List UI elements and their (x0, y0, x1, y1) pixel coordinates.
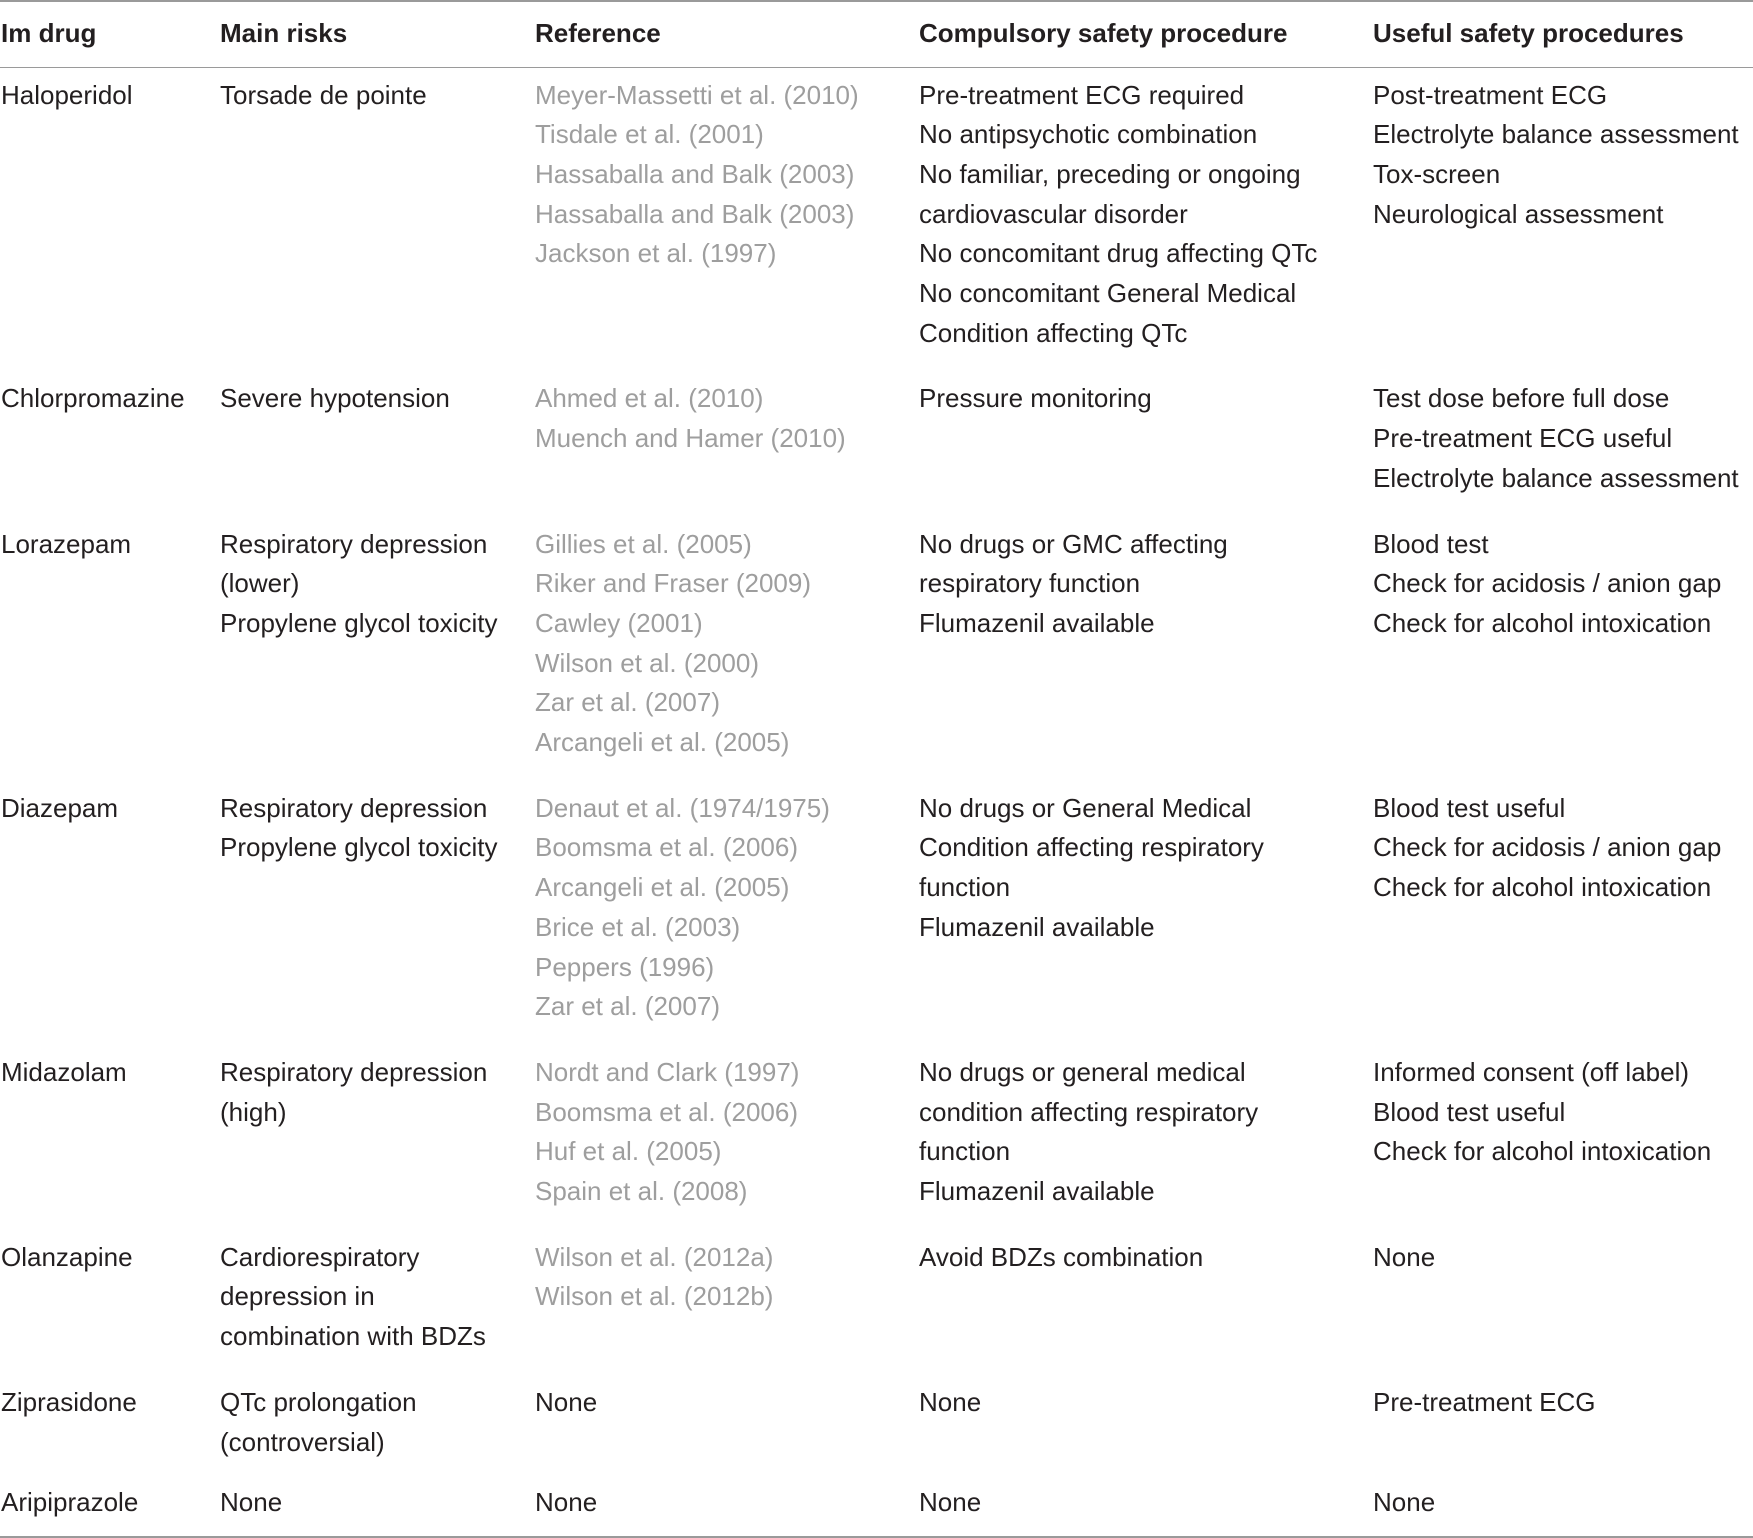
compulsory-line: None (919, 1386, 982, 1417)
compulsory-cell (917, 1225, 1371, 1370)
compulsory-line: Condition affecting respiratory (919, 832, 1264, 863)
reference-line: Arcangeli et al. (2005) (535, 727, 790, 758)
reference-line: Meyer-Massetti et al. (2010) (535, 79, 859, 110)
risks-line: (high) (220, 1096, 287, 1127)
reference-line: Riker and Fraser (2009) (535, 568, 811, 599)
table-row (0, 1225, 1753, 1370)
useful-cell (1371, 1475, 1753, 1537)
risks-cell (218, 1225, 533, 1370)
reference-line: Boomsma et al. (2006) (535, 1096, 799, 1127)
compulsory-line: No concomitant General Medical (919, 278, 1297, 309)
table-body (0, 67, 1753, 1537)
risks-line: Cardiorespiratory (220, 1241, 420, 1272)
drug-cell (0, 512, 218, 776)
reference-line: Huf et al. (2005) (535, 1136, 722, 1167)
table-row (0, 1040, 1753, 1225)
useful-line: Check for alcohol intoxication (1373, 872, 1712, 903)
drug-name: Diazepam (1, 792, 119, 823)
useful-line: Check for alcohol intoxication (1373, 607, 1712, 638)
compulsory-line: No familiar, preceding or ongoing (919, 158, 1301, 189)
risks-cell (218, 1370, 533, 1475)
compulsory-line: cardiovascular disorder (919, 198, 1188, 229)
useful-line: Post-treatment ECG (1373, 79, 1608, 110)
reference-cell (533, 1475, 917, 1537)
reference-line: Gillies et al. (2005) (535, 528, 752, 559)
reference-line: Hassaballa and Balk (2003) (535, 198, 855, 229)
compulsory-line: function (919, 1136, 1011, 1167)
useful-line: Pre-treatment ECG (1373, 1386, 1596, 1417)
drug-cell (0, 67, 218, 366)
useful-cell (1371, 67, 1753, 366)
compulsory-cell (917, 366, 1371, 511)
drug-cell (0, 1370, 218, 1475)
risks-cell (218, 67, 533, 366)
compulsory-line: Flumazenil available (919, 607, 1155, 638)
compulsory-line: Pre-treatment ECG required (919, 79, 1245, 110)
table-row (0, 512, 1753, 776)
risks-cell (218, 512, 533, 776)
risks-line: Severe hypotension (220, 383, 450, 414)
useful-cell (1371, 1225, 1753, 1370)
risks-line: Respiratory depression (220, 1056, 488, 1087)
compulsory-line: condition affecting respiratory (919, 1096, 1259, 1127)
risks-line: Propylene glycol toxicity (220, 832, 498, 863)
risks-line: Respiratory depression (220, 528, 488, 559)
useful-cell (1371, 1370, 1753, 1475)
compulsory-line: No drugs or General Medical (919, 792, 1252, 823)
useful-line: Informed consent (off label) (1373, 1056, 1690, 1087)
compulsory-line: function (919, 872, 1011, 903)
reference-line: Arcangeli et al. (2005) (535, 872, 790, 903)
drug-cell (0, 1475, 218, 1537)
table-row (0, 776, 1753, 1040)
useful-cell (1371, 366, 1753, 511)
risks-line: Torsade de pointe (220, 79, 427, 110)
reference-line: Zar et al. (2007) (535, 991, 720, 1022)
reference-line: Spain et al. (2008) (535, 1176, 748, 1207)
reference-line: Boomsma et al. (2006) (535, 832, 799, 863)
table-row (0, 1475, 1753, 1537)
drug-cell (0, 1040, 218, 1225)
useful-line: None (1373, 1241, 1436, 1272)
useful-cell (1371, 512, 1753, 776)
useful-line: Check for acidosis / anion gap (1373, 832, 1722, 863)
useful-cell (1371, 1040, 1753, 1225)
reference-cell (533, 776, 917, 1040)
table-row (0, 366, 1753, 511)
compulsory-line: Flumazenil available (919, 1176, 1155, 1207)
drug-name: Ziprasidone (1, 1386, 137, 1417)
risks-cell (218, 1040, 533, 1225)
risks-line: Propylene glycol toxicity (220, 607, 498, 638)
reference-cell (533, 1040, 917, 1225)
header-main-risks: Main risks (218, 1, 533, 67)
compulsory-cell (917, 1040, 1371, 1225)
compulsory-cell (917, 776, 1371, 1040)
compulsory-cell (917, 512, 1371, 776)
drug-name: Midazolam (1, 1056, 127, 1087)
useful-cell (1371, 776, 1753, 1040)
useful-line: Check for acidosis / anion gap (1373, 568, 1722, 599)
reference-line: None (535, 1386, 598, 1417)
useful-line: Neurological assessment (1373, 198, 1664, 229)
useful-line: Blood test useful (1373, 1096, 1566, 1127)
compulsory-cell (917, 67, 1371, 366)
useful-line: Pre-treatment ECG useful (1373, 423, 1673, 454)
reference-line: Nordt and Clark (1997) (535, 1056, 800, 1087)
reference-line: Cawley (2001) (535, 607, 703, 638)
useful-line: Check for alcohol intoxication (1373, 1136, 1712, 1167)
compulsory-line: Pressure monitoring (919, 383, 1152, 414)
drug-cell (0, 776, 218, 1040)
compulsory-cell (917, 1475, 1371, 1537)
compulsory-line: No concomitant drug affecting QTc (919, 238, 1318, 269)
risks-cell (218, 776, 533, 1040)
header-compulsory: Compulsory safety procedure (917, 1, 1371, 67)
reference-line: Denaut et al. (1974/1975) (535, 792, 830, 823)
drug-cell (0, 1225, 218, 1370)
risks-line: None (220, 1487, 283, 1518)
compulsory-line: Flumazenil available (919, 911, 1155, 942)
risks-line: depression in (220, 1281, 375, 1312)
compulsory-line: Condition affecting QTc (919, 317, 1188, 348)
reference-cell (533, 1225, 917, 1370)
drug-name: Aripiprazole (1, 1487, 139, 1518)
reference-cell (533, 512, 917, 776)
risks-cell (218, 1475, 533, 1537)
reference-line: Peppers (1996) (535, 951, 715, 982)
reference-line: None (535, 1487, 598, 1518)
reference-cell (533, 366, 917, 511)
compulsory-line: No drugs or GMC affecting (919, 528, 1228, 559)
reference-line: Ahmed et al. (2010) (535, 383, 764, 414)
risks-line: (controversial) (220, 1426, 385, 1457)
drug-name: Lorazepam (1, 528, 132, 559)
header-row (0, 1, 1753, 67)
useful-line: Test dose before full dose (1373, 383, 1670, 414)
compulsory-line: None (919, 1487, 982, 1518)
compulsory-line: Avoid BDZs combination (919, 1241, 1204, 1272)
risks-line: combination with BDZs (220, 1321, 486, 1352)
drug-name: Olanzapine (1, 1241, 133, 1272)
reference-line: Jackson et al. (1997) (535, 238, 777, 269)
useful-line: Electrolyte balance assessment (1373, 119, 1739, 150)
table-header (0, 1, 1753, 67)
useful-line: Tox-screen (1373, 158, 1501, 189)
useful-line: Blood test (1373, 528, 1489, 559)
compulsory-line: respiratory function (919, 568, 1141, 599)
drug-cell (0, 366, 218, 511)
header-drug: Im drug (0, 1, 218, 67)
drug-name: Haloperidol (1, 79, 133, 110)
compulsory-line: No antipsychotic combination (919, 119, 1258, 150)
reference-line: Wilson et al. (2012b) (535, 1281, 774, 1312)
risks-line: QTc prolongation (220, 1386, 417, 1417)
reference-line: Hassaballa and Balk (2003) (535, 158, 855, 189)
risks-cell (218, 366, 533, 511)
reference-cell (533, 1370, 917, 1475)
useful-line: None (1373, 1487, 1436, 1518)
reference-line: Wilson et al. (2012a) (535, 1241, 774, 1272)
useful-line: Blood test useful (1373, 792, 1566, 823)
useful-line: Electrolyte balance assessment (1373, 462, 1739, 493)
reference-line: Brice et al. (2003) (535, 911, 741, 942)
risks-line: Respiratory depression (220, 792, 488, 823)
reference-line: Zar et al. (2007) (535, 687, 720, 718)
header-reference: Reference (533, 1, 917, 67)
header-useful: Useful safety procedures (1371, 1, 1753, 67)
reference-cell (533, 67, 917, 366)
reference-line: Wilson et al. (2000) (535, 647, 759, 678)
reference-line: Muench and Hamer (2010) (535, 423, 846, 454)
reference-line: Tisdale et al. (2001) (535, 119, 764, 150)
table-row (0, 67, 1753, 366)
drug-name: Chlorpromazine (1, 383, 185, 414)
risks-line: (lower) (220, 568, 300, 599)
table-row (0, 1370, 1753, 1475)
compulsory-cell (917, 1370, 1371, 1475)
compulsory-line: No drugs or general medical (919, 1056, 1246, 1087)
